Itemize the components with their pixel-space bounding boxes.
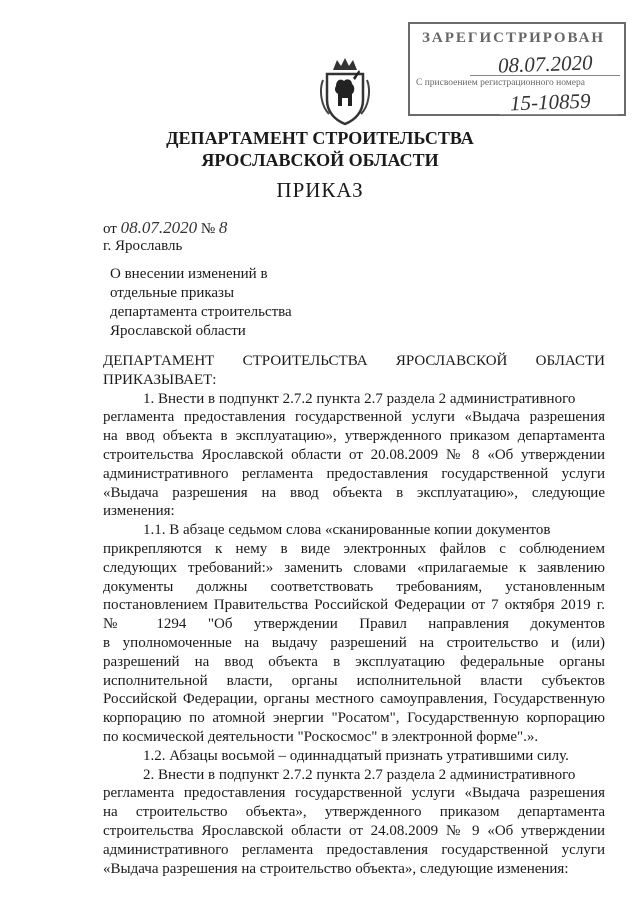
body-line: строительства Ярославской области от 20.08.2009 № 8 «Об утверждении bbox=[103, 446, 605, 463]
body-line: в уполномоченные на выдачу разрешений на строительство и (или) bbox=[103, 634, 605, 651]
body-line: следующих требований:» заменить словами «прилагаемые к заявлению bbox=[103, 559, 605, 576]
document-type-title: ПРИКАЗ bbox=[276, 178, 364, 202]
handwritten-number: 8 bbox=[218, 218, 228, 237]
stamp-header: ЗАРЕГИСТРИРОВАН bbox=[422, 30, 606, 46]
from-label: от bbox=[103, 221, 117, 237]
department-name-line1: ДЕПАРТАМЕНТ СТРОИТЕЛЬСТВА bbox=[166, 128, 474, 148]
coat-of-arms-icon bbox=[319, 56, 371, 126]
body-line: № 1294 "Об утверждении Правил направления документов bbox=[103, 616, 605, 633]
subject-line: отдельные приказы bbox=[110, 285, 235, 301]
body-line: по космической деятельности "Роскосмос" в электронной форме".». bbox=[103, 728, 539, 745]
body-line: документы должны соответствовать требованиям, установленным bbox=[103, 578, 605, 595]
body-line: на строительство объекта», утвержденного приказом департамента bbox=[103, 804, 605, 821]
body-line: строительства Ярославской области от 24.08.2009 № 9 «Об утверждении bbox=[103, 822, 605, 839]
body-line: административного регламента предоставления государственной услуги bbox=[103, 841, 605, 858]
body-line: ДЕПАРТАМЕНТ СТРОИТЕЛЬСТВА ЯРОСЛАВСКОЙ ОБЛАСТИ bbox=[103, 353, 605, 369]
body-line: 1.1. В абзаце седьмом слова «сканированные копии документов bbox=[143, 522, 551, 539]
body-line: разрешений на ввод объекта в эксплуатацию федеральные органы bbox=[103, 653, 605, 670]
order-body bbox=[103, 352, 605, 878]
body-line: административного регламента предоставления государственной услуги bbox=[103, 465, 605, 482]
body-line: 1. Внести в подпункт 2.7.2 пункта 2.7 раздела 2 административного bbox=[143, 390, 576, 407]
order-subject bbox=[110, 265, 292, 341]
handwritten-date: 08.07.2020 bbox=[120, 218, 198, 237]
body-line: Российской Федерации, органы местного самоуправления, Государственную bbox=[103, 691, 605, 708]
stamp-date: 08.07.2020 bbox=[497, 50, 593, 78]
body-line: 1.2. Абзацы восьмой – одиннадцатый признать утратившими силу. bbox=[143, 747, 569, 764]
subject-line: Ярославской области bbox=[110, 323, 246, 339]
body-line: регламента предоставления государственной услуги «Выдача разрешения bbox=[103, 785, 605, 802]
body-line: исполнительной власти, органы исполнительной власти субъектов bbox=[103, 672, 605, 689]
stamp-reg-number: 15-10859 bbox=[509, 88, 591, 116]
body-line: «Выдача разрешения на строительство объекта», следующие изменения: bbox=[103, 860, 569, 877]
subject-line: О внесении изменений в bbox=[110, 266, 268, 282]
body-line: 2. Внести в подпункт 2.7.2 пункта 2.7 раздела 2 административного bbox=[143, 766, 576, 783]
order-date-number bbox=[103, 218, 227, 238]
registration-stamp bbox=[408, 22, 626, 116]
stamp-rule bbox=[500, 114, 618, 115]
body-line: регламента предоставления государственной услуги «Выдача разрешения bbox=[103, 409, 605, 426]
body-line: изменения: bbox=[103, 503, 175, 520]
department-name-line2: ЯРОСЛАВСКОЙ ОБЛАСТИ bbox=[201, 150, 439, 170]
subject-line: департамента строительства bbox=[110, 304, 292, 320]
body-line: на ввод объекта в эксплуатацию», утвержденного приказом департамента bbox=[103, 428, 605, 445]
body-line: «Выдача разрешения на ввод объекта в эксплуатацию», следующие bbox=[103, 484, 605, 501]
stamp-note: С присвоением регистрационного номера bbox=[416, 78, 585, 88]
city: г. Ярославль bbox=[103, 238, 183, 254]
body-line: постановлением Правительства Российской Федерации от 7 октября 2019 г. bbox=[103, 597, 605, 614]
body-line: ПРИКАЗЫВАЕТ: bbox=[103, 371, 217, 388]
body-line: корпорацию по атомной энергии "Росатом", Государственную корпорацию bbox=[103, 710, 605, 727]
body-line: прикрепляются к нему в виде электронных файлов с соблюдением bbox=[103, 540, 605, 557]
stamp-rule bbox=[470, 75, 620, 76]
number-label: № bbox=[200, 221, 216, 237]
